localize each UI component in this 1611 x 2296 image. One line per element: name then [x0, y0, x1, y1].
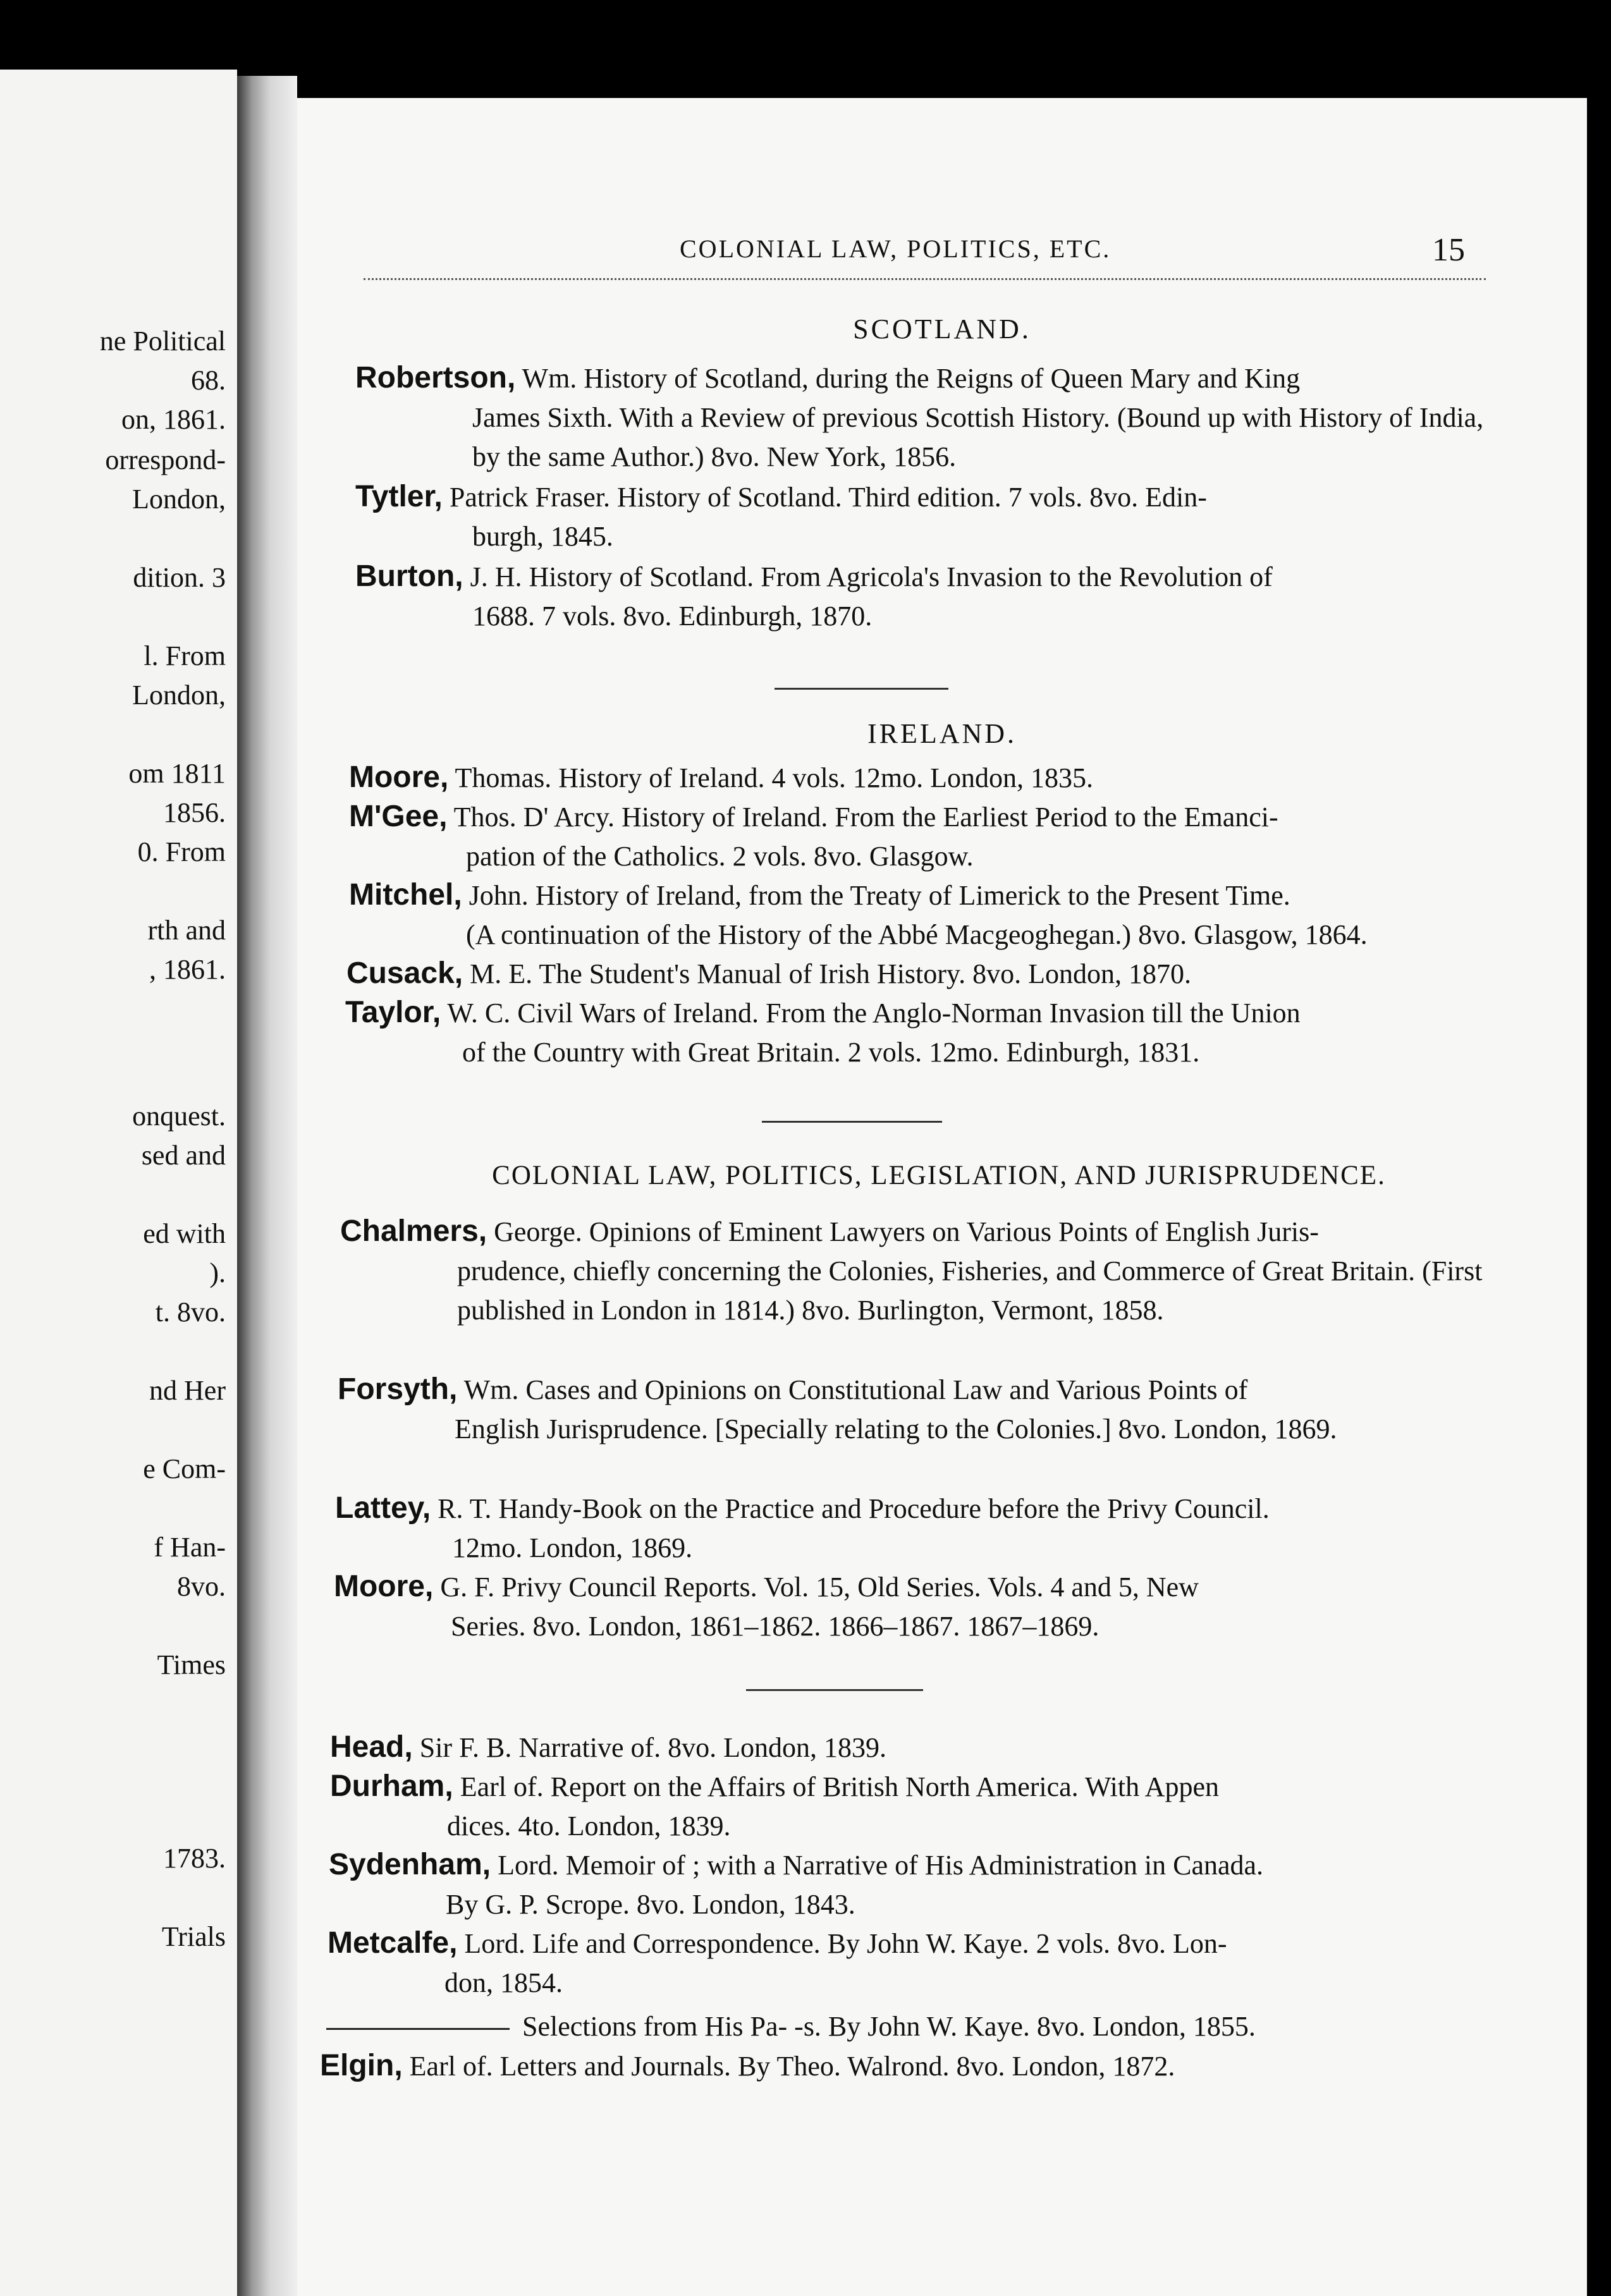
entry-text: Patrick Fraser. History of Scotland. Third edition. 7 vols. 8vo. Edin-	[442, 482, 1207, 513]
section-title-scotland: SCOTLAND.	[853, 314, 1031, 345]
entry-continuation: prudence, chiefly concerning the Colonies, Fisheries, and Commerce of Great Britain. (First published in London in 1814.) 8vo. Burlington, Vermont, 1858.	[457, 1255, 1483, 1326]
entry-author: Sydenham,	[329, 1848, 491, 1881]
header-rule	[364, 278, 1486, 280]
left-text-line: 0. From	[137, 836, 226, 867]
bibliography-entry	[334, 1567, 1478, 1646]
left-text-line: Trials	[161, 1921, 226, 1952]
entry-author: Mitchel,	[349, 878, 462, 912]
left-text-line: London,	[132, 680, 226, 711]
entry-text: Wm. Cases and Opinions on Constitutional Law and Various Points of	[457, 1374, 1248, 1405]
entry-author: Burton,	[355, 559, 463, 593]
entry-author: M'Gee,	[349, 800, 448, 833]
left-text-line: , 1861.	[149, 954, 226, 985]
section-divider	[746, 1689, 923, 1691]
entry-continuation: James Sixth. With a Review of previous Scottish History. (Bound up with History of India, by the same Author.) 8vo. New York, 1856.	[472, 402, 1484, 472]
left-text-line: London,	[132, 484, 226, 515]
left-text-line: onquest.	[132, 1101, 226, 1132]
entry-continuation: dices. 4to. London, 1839.	[447, 1811, 731, 1841]
entry-text: Sir F. B. Narrative of. 8vo. London, 1839.	[412, 1732, 887, 1763]
entry-author: Head,	[330, 1730, 413, 1764]
left-text-line: f Han-	[154, 1532, 226, 1563]
entry-author: Taylor,	[345, 996, 441, 1029]
entry-author: Lattey,	[335, 1491, 431, 1525]
entry-text: R. T. Handy-Book on the Practice and Procedure before the Privy Council.	[431, 1493, 1270, 1524]
bibliography-entry	[330, 1767, 1474, 1846]
entry-continuation: of the Country with Great Britain. 2 vols. 12mo. Edinburgh, 1831.	[462, 1037, 1200, 1068]
entry-text: John. History of Ireland, from the Treaty of Limerick to the Present Time.	[462, 880, 1290, 911]
left-text-line: rth and	[147, 915, 226, 946]
bibliography-entry	[328, 1924, 1472, 2003]
entry-text: Selections from His Pa- -s. By John W. Kaye. 8vo. London, 1855.	[522, 2011, 1256, 2042]
entry-text: M. E. The Student's Manual of Irish History. 8vo. London, 1870.	[463, 958, 1191, 989]
bibliography-entry	[329, 1845, 1473, 1924]
entry-text: G. F. Privy Council Reports. Vol. 15, Old Series. Vols. 4 and 5, New	[433, 1572, 1199, 1603]
entry-author: Moore,	[334, 1570, 434, 1603]
left-text-line: e Com-	[143, 1453, 226, 1484]
scan-border	[1587, 98, 1611, 2296]
entry-author: Forsyth,	[338, 1372, 458, 1406]
entry-text: J. H. History of Scotland. From Agricola's Invasion to the Revolution of	[463, 561, 1273, 592]
left-text-line: Times	[157, 1649, 226, 1680]
bibliography-entry	[349, 876, 1493, 955]
entry-text: Lord. Life and Correspondence. By John W. Kaye. 2 vols. 8vo. Lon-	[457, 1928, 1227, 1959]
left-text-line: 1783.	[163, 1843, 226, 1874]
entry-author: Moore,	[349, 760, 449, 794]
bibliography-entry	[326, 2007, 1471, 2046]
left-text-line: ne Political	[99, 326, 226, 357]
ditto-dash	[326, 2028, 510, 2030]
left-text-line: l. From	[144, 640, 226, 671]
book-gutter	[237, 76, 297, 2296]
entry-continuation: 12mo. London, 1869.	[452, 1532, 693, 1563]
entry-continuation: don, 1854.	[444, 1967, 563, 1998]
entry-continuation: By G. P. Scrope. 8vo. London, 1843.	[446, 1889, 855, 1920]
section-title-colonial: COLONIAL LAW, POLITICS, LEGISLATION, AND JURISPRUDENCE.	[492, 1161, 1386, 1190]
left-text-line: nd Her	[149, 1375, 226, 1406]
section-divider	[775, 688, 948, 690]
bibliography-entry	[355, 557, 1500, 636]
left-text-line: 1856.	[163, 797, 226, 828]
left-text-line: 8vo.	[177, 1571, 226, 1602]
left-text-line: ).	[209, 1257, 226, 1288]
entry-text: Thomas. History of Ireland. 4 vols. 12mo. London, 1835.	[448, 762, 1093, 793]
entry-text: Lord. Memoir of ; with a Narrative of His Administration in Canada.	[491, 1850, 1264, 1881]
left-text-line: dition. 3	[133, 562, 226, 593]
left-page-fragment	[0, 70, 237, 2296]
bibliography-entry	[355, 358, 1500, 477]
entry-continuation: burgh, 1845.	[472, 521, 613, 552]
entry-text: W. C. Civil Wars of Ireland. From the Anglo-Norman Invasion till the Union	[441, 998, 1301, 1029]
left-text-line: t. 8vo.	[155, 1297, 226, 1328]
entry-continuation: Series. 8vo. London, 1861–1862. 1866–1867. 1867–1869.	[451, 1611, 1100, 1642]
left-text-line: ed with	[143, 1218, 226, 1249]
page-header	[297, 234, 1587, 272]
bibliography-entry	[346, 954, 1491, 994]
entry-text: Earl of. Report on the Affairs of British North America. With Appen	[453, 1771, 1219, 1802]
right-page	[297, 98, 1587, 2296]
bibliography-entry	[320, 2046, 1464, 2086]
bibliography-entry	[355, 477, 1500, 556]
entry-author: Elgin,	[320, 2049, 403, 2082]
entry-continuation: pation of the Catholics. 2 vols. 8vo. Glasgow.	[466, 841, 974, 872]
bibliography-entry	[338, 1370, 1482, 1449]
entry-continuation: English Jurisprudence. [Specially relating to the Colonies.] 8vo. London, 1869.	[455, 1414, 1337, 1444]
bibliography-entry	[330, 1728, 1474, 1768]
entry-continuation: 1688. 7 vols. 8vo. Edinburgh, 1870.	[472, 601, 873, 632]
bibliography-entry	[335, 1489, 1479, 1568]
entry-author: Tytler,	[355, 480, 443, 513]
bibliography-entry	[345, 993, 1490, 1072]
left-text-line: orrespond-	[105, 444, 226, 475]
page-number: 15	[1432, 232, 1465, 268]
entry-author: Metcalfe,	[328, 1926, 458, 1960]
left-text-line: 68.	[191, 365, 226, 396]
left-text-line: on, 1861.	[121, 404, 226, 435]
entry-text: Earl of. Letters and Journals. By Theo. Walrond. 8vo. London, 1872.	[402, 2051, 1175, 2082]
entry-text: Wm. History of Scotland, during the Reigns of Queen Mary and King	[515, 363, 1301, 394]
entry-author: Durham,	[330, 1769, 453, 1803]
entry-author: Robertson,	[355, 361, 516, 394]
bibliography-entry	[349, 758, 1493, 798]
entry-text: George. Opinions of Eminent Lawyers on Various Points of English Juris-	[487, 1216, 1319, 1247]
bibliography-entry	[340, 1212, 1485, 1330]
bibliography-entry	[349, 797, 1493, 876]
entry-continuation: (A continuation of the History of the Abbé Macgeoghegan.) 8vo. Glasgow, 1864.	[466, 919, 1368, 950]
entry-text: Thos. D' Arcy. History of Ireland. From the Earliest Period to the Emanci-	[447, 802, 1278, 833]
section-divider	[762, 1121, 942, 1123]
section-title-ireland: IRELAND.	[867, 718, 1017, 749]
entry-author: Chalmers,	[340, 1214, 487, 1248]
left-text-line: sed and	[141, 1140, 226, 1171]
left-text-line: om 1811	[128, 758, 226, 789]
running-head: COLONIAL LAW, POLITICS, ETC.	[680, 235, 1112, 263]
entry-author: Cusack,	[346, 956, 463, 990]
